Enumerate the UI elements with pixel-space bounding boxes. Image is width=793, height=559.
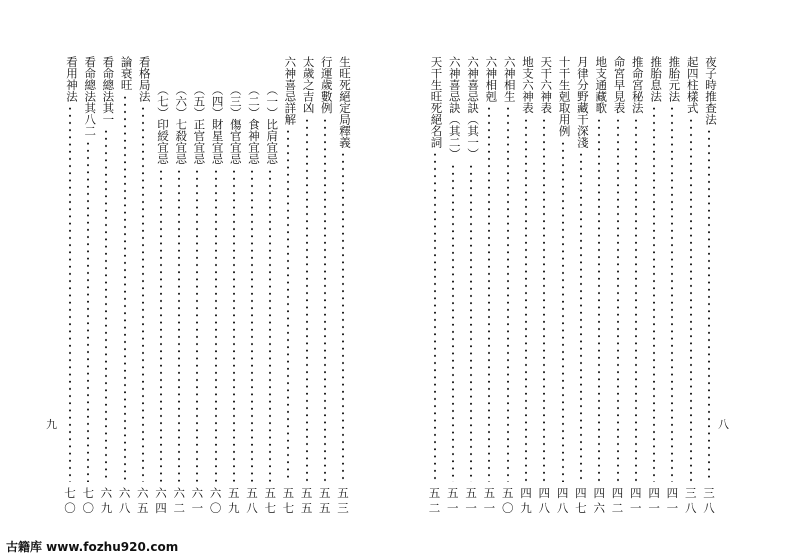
toc-entry-title: 看用神法: [65, 56, 79, 102]
toc-entry[interactable]: [683, 0, 699, 559]
toc-entry-page: 六 一: [191, 486, 204, 515]
toc-entry[interactable]: [518, 0, 534, 559]
toc-entry-page: 四 九: [520, 486, 532, 515]
dot-leader: [105, 128, 107, 482]
toc-entry[interactable]: [244, 0, 260, 559]
toc-entry-page: 四 一: [630, 486, 642, 515]
toc-entry-page: 五 一: [483, 486, 496, 515]
toc-entry-page: 四 六: [593, 486, 605, 515]
dot-leader: [233, 168, 235, 482]
toc-entry[interactable]: [610, 0, 626, 559]
toc-entry-page: 四 八: [556, 486, 569, 515]
toc-entry[interactable]: [591, 0, 607, 559]
toc-entry[interactable]: [280, 0, 296, 559]
toc-entry-page: 三 八: [684, 486, 697, 515]
left-page-number: 九: [46, 418, 57, 431]
toc-entry-title: 六神喜忌訣（其二）: [447, 56, 462, 160]
dot-leader: [543, 117, 545, 482]
toc-entry[interactable]: [80, 0, 96, 559]
toc-entry-title: （二）食神宜忌: [247, 84, 261, 165]
toc-entry[interactable]: [573, 0, 589, 559]
dot-leader: [160, 168, 162, 482]
right-page: [397, 0, 793, 559]
dot-leader: [342, 151, 344, 482]
dot-leader: [653, 105, 655, 482]
toc-entry-title: 生旺死絕定局釋義: [338, 56, 352, 148]
toc-entry-title: 六神相剋: [484, 56, 499, 102]
toc-entry-title: 六神相生: [502, 56, 517, 102]
toc-entry-title: （一）比肩宜忌: [265, 84, 280, 165]
toc-entry[interactable]: [98, 0, 114, 559]
left-page: [0, 0, 396, 559]
toc-entry[interactable]: [317, 0, 333, 559]
toc-entry-page: 四 一: [648, 486, 660, 515]
toc-entry[interactable]: [117, 0, 133, 559]
dot-leader: [215, 168, 217, 482]
toc-entry-title: 十干生剋取用例: [557, 56, 572, 137]
toc-entry-title: 夜子時推查法: [704, 56, 718, 125]
toc-entry[interactable]: [299, 0, 315, 559]
toc-entry-page: 四 二: [611, 486, 624, 515]
dot-leader: [324, 117, 326, 482]
toc-entry[interactable]: [646, 0, 662, 559]
dot-leader: [507, 105, 509, 482]
toc-entry-title: 行運歲數例: [319, 56, 334, 114]
toc-entry-page: 六 五: [137, 486, 149, 515]
toc-entry-title: 起四柱樣式: [685, 56, 700, 114]
toc-entry-title: 月律分野藏干深淺: [575, 56, 590, 148]
toc-entry-title: 推命宮秘法: [630, 56, 645, 114]
toc-entry[interactable]: [189, 0, 205, 559]
dot-leader: [434, 151, 436, 482]
toc-entry-page: 四 七: [575, 486, 587, 515]
toc-entry-title: 地支通藏歌: [594, 56, 609, 114]
toc-entry-title: 六神喜忌詳解: [283, 56, 298, 125]
toc-entry-page: 七 〇: [64, 486, 76, 515]
toc-entry-page: 五 七: [282, 486, 295, 515]
toc-entry-title: 天干六神表: [539, 56, 554, 114]
dot-leader: [87, 140, 89, 482]
toc-entry-page: 五 七: [264, 486, 276, 515]
toc-entry[interactable]: [500, 0, 516, 559]
toc-entry-title: 地支六神表: [521, 56, 535, 114]
dot-leader: [69, 105, 71, 482]
dot-leader: [617, 117, 619, 482]
dot-leader: [690, 117, 692, 482]
toc-entry[interactable]: [536, 0, 552, 559]
toc-entry-page: 七 〇: [82, 486, 94, 515]
toc-entry-page: 五 一: [465, 486, 477, 515]
toc-entry[interactable]: [62, 0, 78, 559]
toc-entry-title: 天干生旺死絕名詞: [429, 56, 444, 148]
toc-entry-page: 五 五: [300, 486, 313, 515]
toc-entry[interactable]: [135, 0, 151, 559]
toc-entry[interactable]: [481, 0, 497, 559]
watermark-text: 古籍库 www.fozhu920.com: [6, 540, 179, 554]
dot-leader: [562, 140, 564, 482]
dot-leader: [142, 105, 144, 482]
dot-leader: [488, 105, 490, 482]
dot-leader: [580, 151, 582, 482]
toc-entry[interactable]: [427, 0, 443, 559]
toc-entry-title: （三）傷官宜忌: [228, 84, 243, 165]
toc-entry-page: 五 九: [228, 486, 240, 515]
dot-leader: [708, 128, 710, 482]
toc-entry-title: 看命總法其八二: [83, 56, 98, 137]
toc-entry[interactable]: [171, 0, 187, 559]
toc-entry-page: 六 〇: [209, 486, 222, 515]
toc-entry-title: （四）財星宜忌: [210, 84, 225, 165]
toc-entry-title: 命宮早見表: [612, 56, 627, 114]
toc-entry-title: 六神喜忌訣（其一）: [466, 56, 481, 160]
toc-entry[interactable]: [226, 0, 242, 559]
dot-leader: [470, 163, 472, 482]
toc-entry-page: 三 八: [703, 486, 715, 515]
toc-entry-title: 推胎元法: [667, 56, 682, 102]
dot-leader: [306, 117, 308, 482]
dot-leader: [598, 117, 600, 482]
toc-entry[interactable]: [208, 0, 224, 559]
toc-entry-title: 看格局法: [137, 56, 152, 102]
toc-entry[interactable]: [555, 0, 571, 559]
toc-entry-title: （六）七殺宜忌: [174, 84, 189, 165]
dot-leader: [452, 163, 454, 482]
dot-leader: [124, 94, 126, 482]
toc-entry-title: 看命總法其一: [101, 56, 116, 125]
toc-entry-title: 太歲之吉凶: [301, 56, 316, 114]
toc-entry-title: 推胎息法: [649, 56, 664, 102]
toc-entry[interactable]: [153, 0, 169, 559]
toc-entry-page: 六 二: [173, 486, 185, 515]
dot-leader: [671, 105, 673, 482]
dot-leader: [635, 117, 637, 482]
dot-leader: [196, 168, 198, 482]
toc-entry[interactable]: [262, 0, 278, 559]
toc-entry-page: 五 八: [246, 486, 258, 515]
toc-entry-page: 六 八: [118, 486, 131, 515]
dot-leader: [178, 168, 180, 482]
toc-entry[interactable]: [664, 0, 680, 559]
toc-entry-title: （五）正官宜忌: [192, 84, 207, 165]
toc-entry-page: 五 〇: [501, 486, 514, 515]
toc-entry-page: 六 四: [155, 486, 167, 515]
toc-entry-page: 四 八: [538, 486, 551, 515]
toc-entry[interactable]: [463, 0, 479, 559]
toc-entry[interactable]: [701, 0, 717, 559]
toc-entry-page: 五 一: [447, 486, 459, 515]
dot-leader: [251, 168, 253, 482]
toc-entry-title: 論衰旺: [119, 56, 134, 91]
dot-leader: [287, 128, 289, 482]
toc-entry-title: （七）印綬宜忌: [156, 84, 170, 165]
toc-entry-page: 五 五: [319, 486, 331, 515]
dot-leader: [525, 117, 527, 482]
toc-entry-page: 六 九: [100, 486, 113, 515]
dot-leader: [269, 168, 271, 482]
toc-entry[interactable]: [628, 0, 644, 559]
toc-entry-page: 四 一: [666, 486, 679, 515]
right-page-number: 八: [718, 418, 729, 431]
toc-entry[interactable]: [445, 0, 461, 559]
toc-entry-page: 五 二: [428, 486, 441, 515]
toc-entry[interactable]: [335, 0, 351, 559]
toc-entry-page: 五 三: [337, 486, 349, 515]
